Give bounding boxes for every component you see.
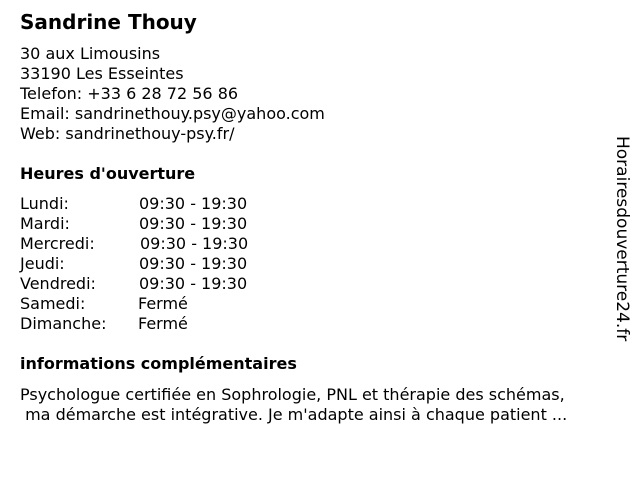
hours-row	[20, 294, 320, 314]
phone-value[interactable]: +33 6 28 72 56 86	[87, 84, 239, 103]
hours-day: Lundi:	[20, 194, 69, 213]
email-value[interactable]: sandrinethouy.psy@yahoo.com	[74, 104, 325, 123]
description	[20, 385, 567, 425]
hours-day: Jeudi:	[20, 254, 65, 273]
hours-time: 09:30 - 19:30	[139, 274, 248, 293]
hours-row	[20, 194, 320, 214]
business-name: Sandrine Thouy	[20, 10, 197, 34]
email-label: Email:	[20, 104, 70, 123]
contact-block	[20, 44, 325, 144]
hours-day: Dimanche:	[20, 314, 107, 333]
web-link[interactable]: sandrinethouy-psy.fr/	[65, 124, 235, 143]
hours-row	[20, 234, 320, 254]
hours-row	[20, 314, 320, 334]
hours-time: Fermé	[138, 294, 188, 313]
hours-day: Mercredi:	[20, 234, 95, 253]
email-line	[20, 104, 325, 124]
brand-watermark: Horairesdouverture24.fr	[612, 136, 632, 342]
phone-line	[20, 84, 325, 104]
address-line-2: 33190 Les Esseintes	[20, 64, 184, 83]
description-line: Psychologue certifiée en Sophrologie, PNL et thérapie des schémas,	[20, 385, 565, 404]
hours-day: Samedi:	[20, 294, 86, 313]
hours-time: 09:30 - 19:30	[139, 194, 248, 213]
web-label: Web:	[20, 124, 61, 143]
hours-row	[20, 274, 320, 294]
info-heading: informations complémentaires	[20, 354, 297, 373]
hours-heading: Heures d'ouverture	[20, 164, 196, 183]
hours-time: 09:30 - 19:30	[140, 234, 249, 253]
hours-time: 09:30 - 19:30	[139, 254, 248, 273]
hours-time: Fermé	[138, 314, 188, 333]
address-line-1: 30 aux Limousins	[20, 44, 161, 63]
hours-day: Vendredi:	[20, 274, 96, 293]
hours-row	[20, 254, 320, 274]
hours-day: Mardi:	[20, 214, 70, 233]
description-line: ma démarche est intégrative. Je m'adapte ainsi à chaque patient ...	[20, 405, 568, 424]
phone-label: Telefon:	[20, 84, 83, 103]
web-line	[20, 124, 325, 144]
hours-time: 09:30 - 19:30	[139, 214, 248, 233]
hours-table	[20, 194, 320, 334]
hours-row	[20, 214, 320, 234]
